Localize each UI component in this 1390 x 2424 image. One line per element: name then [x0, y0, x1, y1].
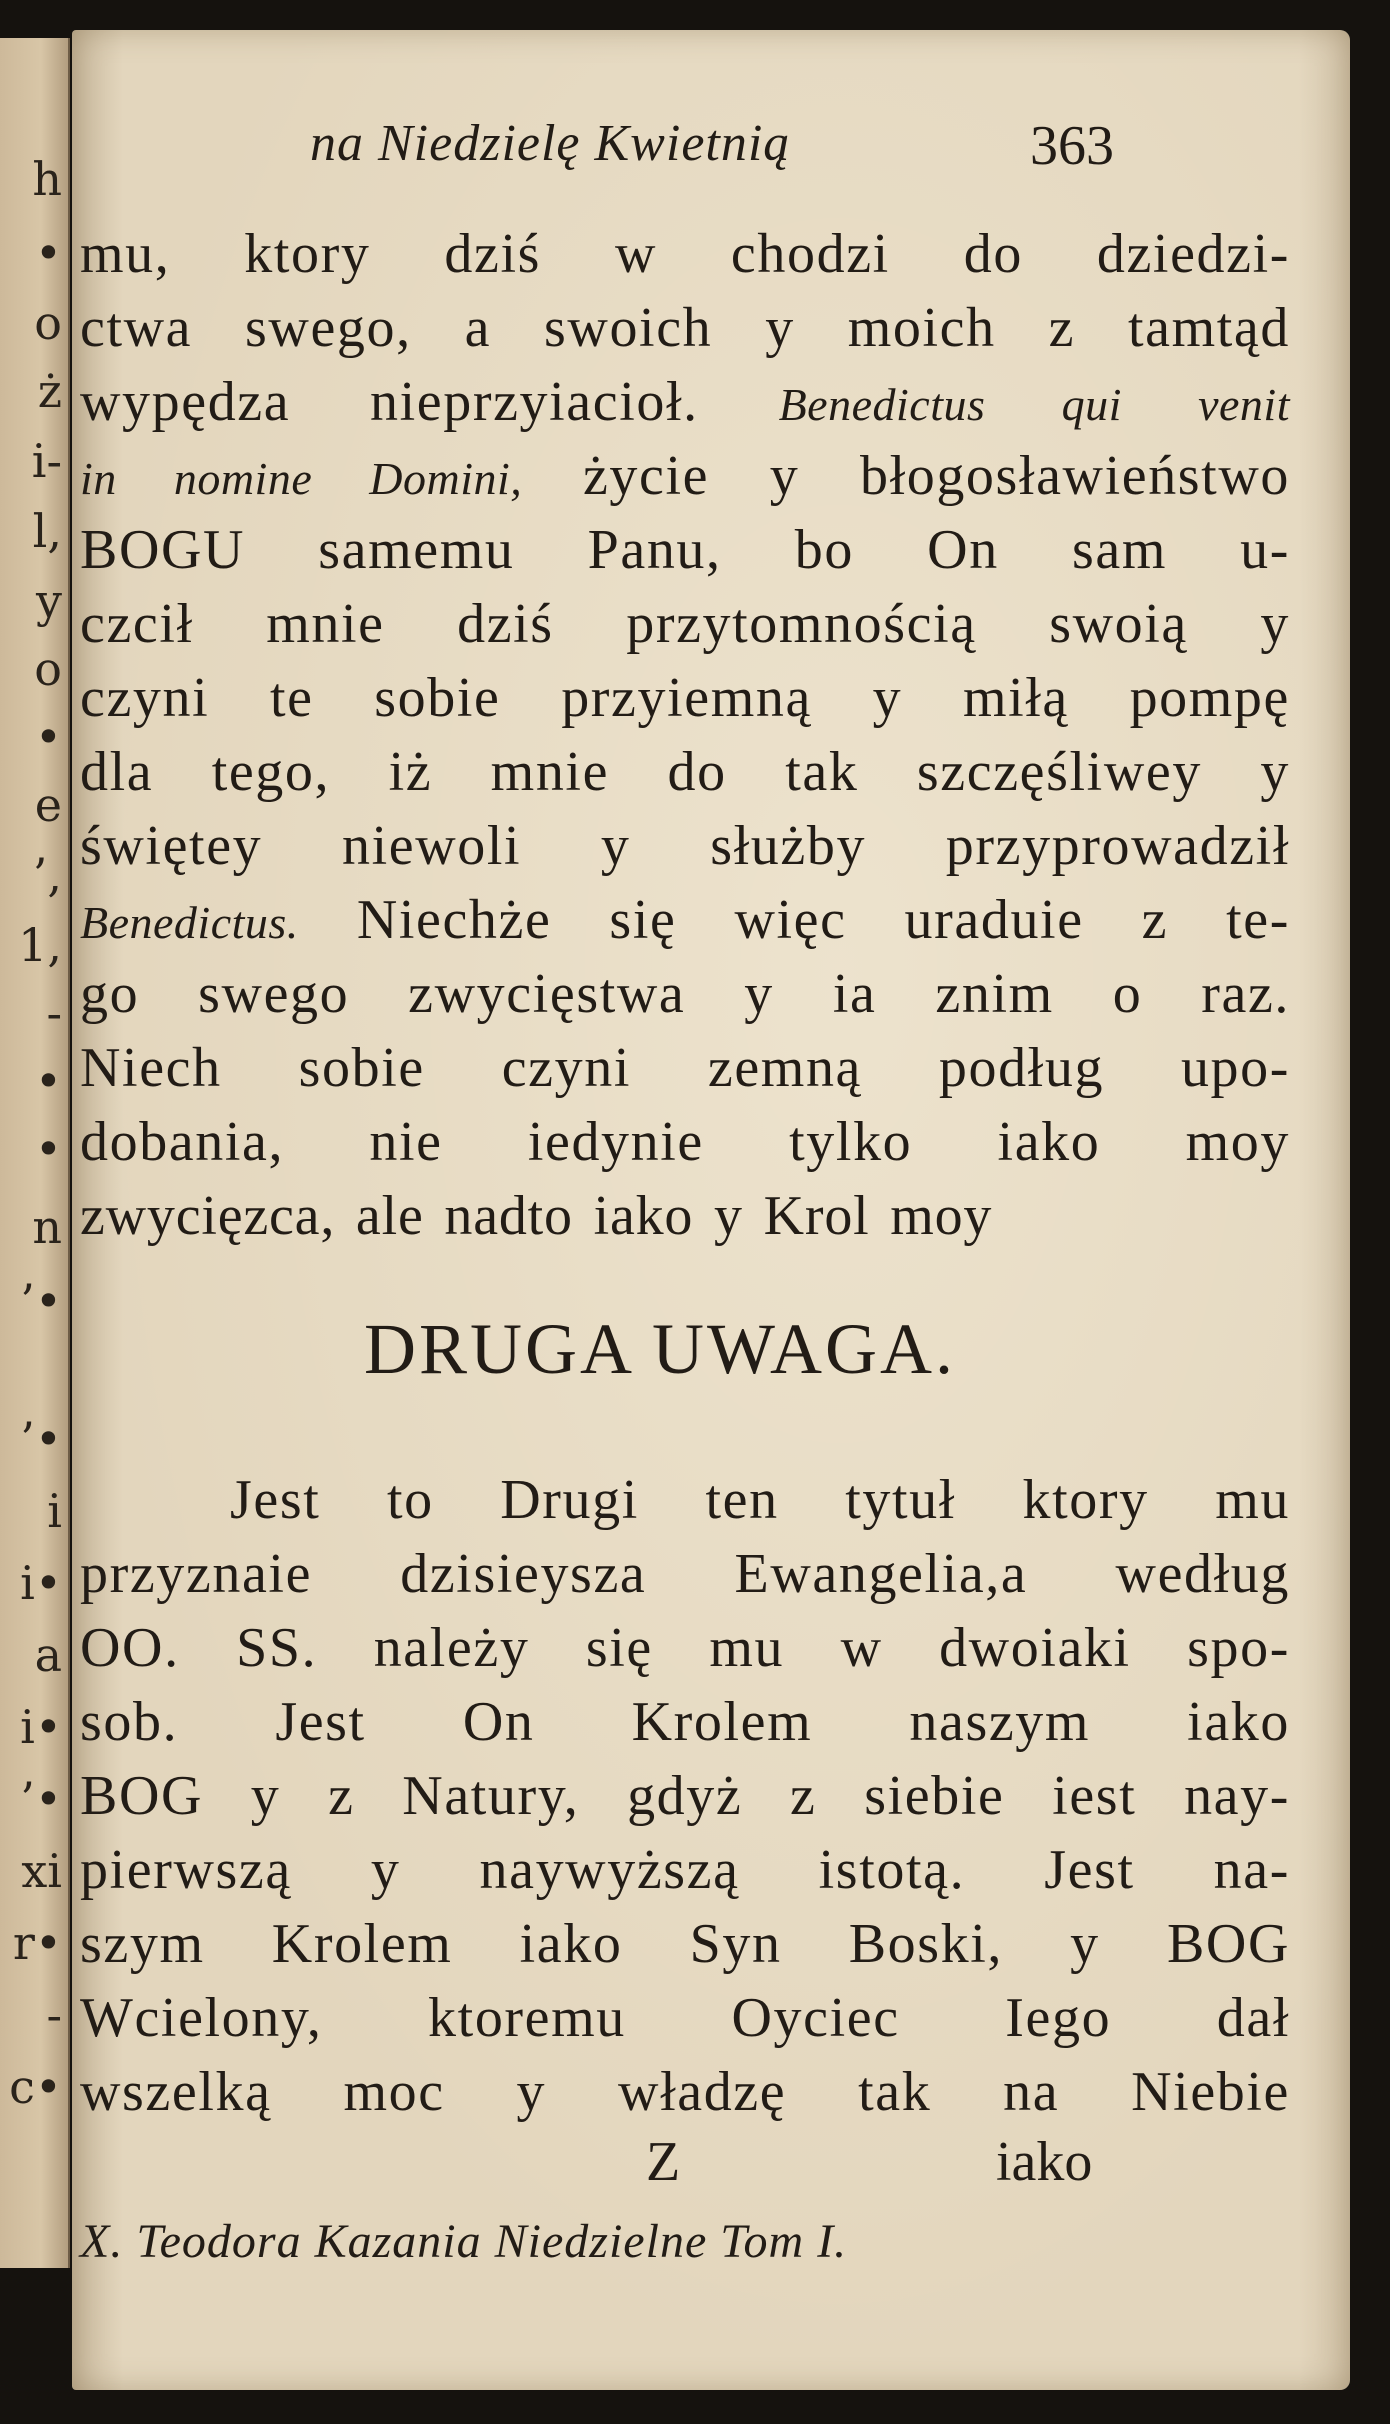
- text-line: zwycięzca, ale nadto iako y Krol moy: [80, 1185, 993, 1247]
- text-line: pierwszą y naywyższą istotą. Jest na-: [80, 1839, 1290, 1901]
- margin-fragment: -: [46, 1988, 62, 2042]
- signature-mark: Z: [646, 2131, 681, 2193]
- running-header: [310, 114, 1210, 184]
- margin-fragment: y: [36, 574, 62, 628]
- catchword: iako: [996, 2131, 1093, 2193]
- margin-fragment: ż: [37, 364, 62, 418]
- margin-fragment: a: [34, 1628, 62, 1682]
- margin-fragment: i•: [20, 1700, 62, 1754]
- latin-quote: in nomine Domini,: [80, 453, 523, 504]
- text-line: Jest to Drugi ten tytuł ktory mu: [230, 1469, 1290, 1531]
- running-title: na Niedzielę Kwietnią: [310, 115, 791, 172]
- margin-fragment: ’•: [20, 1412, 62, 1466]
- text-line: BOGU samemu Panu, bo On sam u-: [80, 519, 1290, 581]
- margin-fragment: l,: [32, 504, 62, 558]
- margin-fragment: xi: [21, 1844, 62, 1898]
- text-line: BOG y z Natury, gdyż z siebie iest nay-: [80, 1765, 1290, 1827]
- text-line: [80, 445, 1290, 507]
- page-number: 363: [1030, 115, 1114, 177]
- margin-fragment: o: [34, 642, 62, 696]
- margin-fragment: ’•: [20, 1274, 62, 1328]
- margin-fragment: c•: [9, 2060, 62, 2114]
- text-line: mu, ktory dziś w chodzi do dziedzi-: [80, 223, 1290, 285]
- margin-fragment: i-: [31, 434, 62, 488]
- text-line: go swego zwycięstwa y ia znim o raz.: [80, 963, 1290, 1025]
- text-line: Wcielony, ktoremu Oyciec Iego dał: [80, 1987, 1290, 2049]
- text-line: OO. SS. należy się mu w dwoiaki spo-: [80, 1617, 1290, 1679]
- text-line: dobania, nie iedynie tylko iako moy: [80, 1111, 1290, 1173]
- text-line: sob. Jest On Krolem naszym iako: [80, 1691, 1290, 1753]
- text-line: przyznaie dzisieysza Ewangelia,a według: [80, 1543, 1290, 1605]
- margin-fragment: o: [34, 296, 62, 350]
- latin-quote: Benedictus qui venit: [778, 379, 1290, 430]
- margin-fragment: h: [32, 152, 62, 206]
- text-line: [80, 371, 1290, 433]
- text-line: świętey niewoli y służby przyprowadził: [80, 815, 1290, 877]
- margin-fragment: i: [47, 1484, 62, 1538]
- text-span: wypędza nieprzyiacioł.: [80, 371, 699, 433]
- text-line: czcił mnie dziś przytomnością swoią y: [80, 593, 1290, 655]
- book-page: [72, 30, 1350, 2390]
- margin-fragment: -: [46, 986, 62, 1040]
- margin-fragment: •: [34, 226, 62, 280]
- margin-fragment: •: [34, 1054, 62, 1108]
- catchline: [80, 2130, 1290, 2193]
- text-span: Niechże się więc uraduie z te-: [356, 889, 1290, 951]
- margin-fragment: e: [34, 778, 62, 832]
- footer-title: X. Teodora Kazania Niedzielne Tom I.: [80, 2215, 848, 2268]
- section-heading: DRUGA UWAGA.: [364, 1309, 956, 1389]
- text-line: ctwa swego, a swoich y moich z tamtąd: [80, 297, 1290, 359]
- margin-fragment: n: [32, 1200, 62, 1254]
- margin-fragment: 1,: [18, 918, 62, 972]
- text-line: dla tego, iż mnie do tak szczęśliwey y: [80, 741, 1290, 803]
- previous-page-edge: [0, 38, 70, 2268]
- margin-fragment: •: [34, 1122, 62, 1176]
- margin-fragment: r•: [12, 1916, 62, 1970]
- text-line: wszelką moc y władzę tak na Niebie: [80, 2061, 1290, 2123]
- latin-quote: Benedictus.: [80, 897, 299, 948]
- text-line: czyni te sobie przyiemną y miłą pompę: [80, 667, 1290, 729]
- text-span: życie y błogosławieństwo: [582, 445, 1290, 507]
- margin-fragment: •: [34, 710, 62, 764]
- margin-fragment: ’•: [20, 1772, 62, 1826]
- margin-fragment: ’,: [32, 848, 62, 902]
- text-line: szym Krolem iako Syn Boski, y BOG: [80, 1913, 1290, 1975]
- text-line: [80, 889, 1290, 951]
- text-line: Niech sobie czyni zemną podług upo-: [80, 1037, 1290, 1099]
- margin-fragment: i•: [20, 1556, 62, 1610]
